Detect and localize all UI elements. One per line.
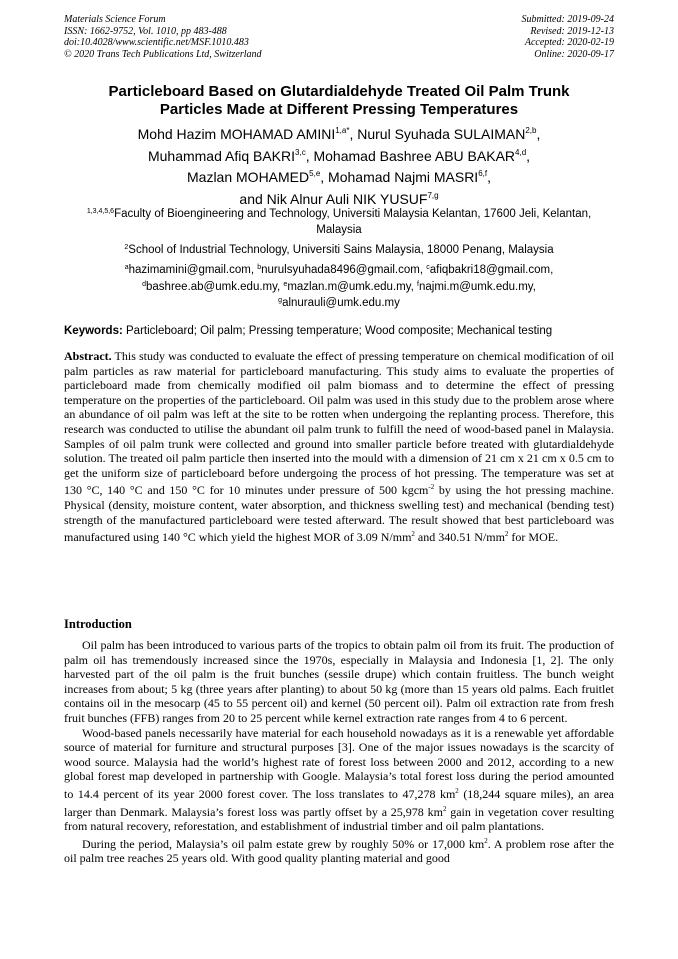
superscript: -2	[428, 483, 435, 492]
journal-info	[64, 14, 262, 60]
email-link[interactable]: afiqbakri18@gmail.com	[429, 264, 551, 276]
affiliation-marker: 2	[124, 244, 129, 251]
email-link[interactable]: hazimamini@gmail.com	[128, 264, 251, 276]
email-link[interactable]: nurulsyuhada8496@gmail.com	[261, 264, 420, 276]
paragraph	[64, 834, 614, 866]
paragraph: Oil palm has been introduced to various parts of the tropics to obtain palm oil from its fruit. The production of palm oil has tremendously increased since the 1970s, especially in Malaysia and Indonesia [1, 2]. The only harvested part of the oil palm is the fruit bunches (sessile drupe) which contain fruitless. The bunch weight increases from about; 5 kg (three years after planting) to about 50 kg (more than 15 years old palms. Each fruitlet contains oil in the mesocarp (45 to 55 percent oil) and kernel (50 percent oil). Palm oil extraction rate from fresh fruit bunches (FFB) ranges from 20 to 25 percent while kernel extraction rate ranges from 4 to 6 percent.	[64, 638, 614, 725]
keywords	[64, 324, 614, 339]
abstract-text: by using the hot pressing machine. Physical (density, moisture content, water absorption, and thickness swelling test) and mechanical (bending test) strength of the manufactured particleboard were tested afterward. The result showed that best particleboard was manufactured using 140 °C which yield the highest MOR of 3.09 N/mm	[64, 483, 615, 545]
keywords-label: Keywords:	[64, 325, 123, 337]
abstract-label: Abstract.	[64, 349, 112, 363]
superscript: 2	[455, 786, 459, 795]
paragraph-text: During the period, Malaysia’s oil palm estate grew by roughly 50% or 17,000 km	[82, 836, 485, 851]
author-name: Mazlan MOHAMED	[187, 169, 310, 185]
affiliation-2	[64, 240, 614, 258]
email-link[interactable]: najmi.m@umk.edu.my	[418, 280, 533, 293]
affiliation-1	[64, 204, 614, 238]
author-name: Nik Alnur Auli NIK YUSUF	[266, 190, 428, 207]
email-line-2: $^d$bashree.ab@umk.edu.my, $^e$mazlan.m@umk.edu.my, $^f$najmi.m@umk.edu.my,	[142, 280, 536, 293]
author-affil: 5,e	[309, 169, 321, 178]
paragraph	[64, 726, 614, 834]
author-list	[64, 122, 614, 208]
title-line-2: Particles Made at Different Pressing Temperatures	[159, 101, 519, 118]
email-link[interactable]: mazlan.m@umk.edu.my	[287, 280, 411, 293]
journal-doi: doi:10.4028/www.scientific.net/MSF.1010.483	[64, 37, 249, 48]
abstract	[64, 349, 614, 545]
author-affil: 2,b	[525, 126, 537, 135]
affiliation-text: Faculty of Bioengineering and Technology, Universiti Malaysia Kelantan, 17600 Jeli, Kelantan, Malaysia	[114, 208, 592, 236]
author-name: Mohamad Bashree ABU BAKAR	[313, 147, 516, 164]
paper-title	[64, 83, 614, 119]
author-line-1: Mohd Hazim MOHAMAD $AMINI^{1,a*}$, Nurul Syuhada SULAIMAN$^{2,b}$,	[137, 126, 541, 142]
keywords-text: Particleboard; Oil palm; Pressing temperature; Wood composite; Mechanical testing	[126, 325, 553, 337]
revised-date: Revised: 2019-12-13	[530, 25, 614, 37]
section-heading: Introduction	[64, 617, 132, 631]
paragraph-text: Wood-based panels necessarily have material for each household nowadays as it is a renewable yet affordable source of material for furniture and structural purposes [3]. One of the major issues nowadays is the scarcity of wood source. Malaysia had the world’s highest rate of forest loss between 2000 and 2012, according to a new global forest map developed in partnership with Google. Malaysia’s total forest loss during the period amounted to 14.4 percent of its year 2000 forest cover. The loss translates to 47,278 km	[64, 725, 614, 801]
journal-issn: ISSN: 1662-9752, Vol. 1010, pp 483-488	[64, 25, 227, 37]
journal-copyright: © 2020 Trans Tech Publications Ltd, Switzerland	[64, 48, 262, 60]
superscript: 2	[504, 530, 509, 539]
online-date: Online: 2020-09-17	[534, 48, 614, 60]
author-affil: 4,d	[515, 147, 527, 157]
paragraph-text: gain in vegetation cover resulting from natural recovery, reforestation, and establishment of industrial timber and oil palm plantations.	[64, 804, 614, 834]
email-link[interactable]: alnurauli@umk.edu.my	[282, 297, 400, 309]
email-line-1: $^a$hazimamini@gmail.com, $^b$nurulsyuhada8496@gmail.com, $^c$afiqbakri18@gmail.com,	[124, 264, 554, 276]
author-name: Muhammad Afiq BAKRI	[147, 147, 296, 164]
abstract-text: and 340.51 N/mm	[414, 530, 505, 545]
author-name: Mohd Hazim MOHAMAD AMINI	[137, 126, 336, 142]
affiliation-text: School of Industrial Technology, Universiti Sains Malaysia, 18000 Penang, Malaysia	[128, 244, 554, 256]
accepted-date: Accepted: 2020-02-19	[524, 37, 614, 48]
author-line-2: Muhammad Afiq BAKRI$^{3,c}$, Mohamad Bashree ABU BAKAR$^{4,d}$,	[147, 147, 531, 164]
superscript: 2	[484, 836, 488, 845]
author-affil: 3,c	[295, 147, 306, 157]
author-affil: 1,a*	[335, 126, 350, 135]
superscript: 2	[442, 804, 447, 813]
paragraph-text: . A problem rose after the oil palm tree reaches 25 years old. With good quality planting material and good	[64, 836, 614, 866]
author-conjunction: and	[239, 190, 263, 207]
author-name: Mohamad Najmi MASRI	[328, 169, 479, 185]
affiliation-marker: 1,3,4,5,6	[86, 208, 115, 215]
journal-header	[64, 14, 614, 66]
author-affil: 6,f	[478, 169, 488, 178]
title-line-1: Particleboard Based on Glutardialdehyde Treated Oil Palm Trunk	[108, 83, 570, 100]
author-emails	[64, 261, 614, 311]
abstract-text: This study was conducted to evaluate the effect of pressing temperature on chemical modification of oil palm particles as raw material for particleboard manufacturing. This study aims to evaluate the properties of particleboard made from chemically modified oil palm biomass and to determine the effect of pressing temperature on the properties of the particleboard. Oil palm was used in this study due to the problem arose where an abundance of oil palm was left at the site to be rotten when undergoing the replanting process. Therefore, this research was conducted to utilise the abundant oil palm trunk to fulfill the need of wood-based panel in Malaysia. Samples of oil palm trunk were collected and ground into smaller particle before treated with glutardialdehyde solution. The treated oil palm particle then inserted into the mould with a dimension of 21 cm x 21 cm x 0.5 cm to get the uniform size of particleboard before undergoing the process of hot pressing. The temperature was set at 130 °C, 140 °C and 150 °C for 10 minutes under pressure of 500 kgcm	[64, 349, 614, 498]
author-affil: 7,g	[427, 190, 439, 200]
author-line-3: Mazlan MOHAMED$^{5,e}$, Mohamad Najmi MASRI$^{6,f}$,	[187, 169, 491, 185]
author-name: Nurul Syuhada SULAIMAN	[357, 126, 526, 142]
paragraph-text: (18,244 square miles), an area larger than Denmark. Malaysia’s forest loss was partly offset by a 25,978 km	[64, 786, 615, 819]
submitted-date: Submitted: 2019-09-24	[521, 14, 614, 25]
abstract-text: for MOE.	[508, 530, 559, 545]
introduction-body	[64, 638, 614, 866]
journal-name: Materials Science Forum	[64, 14, 166, 25]
superscript: 2	[411, 530, 415, 539]
email-line-3: $^g$alnurauli@umk.edu.my	[278, 297, 400, 309]
submission-dates	[522, 14, 615, 60]
email-link[interactable]: bashree.ab@umk.edu.my	[146, 280, 278, 293]
